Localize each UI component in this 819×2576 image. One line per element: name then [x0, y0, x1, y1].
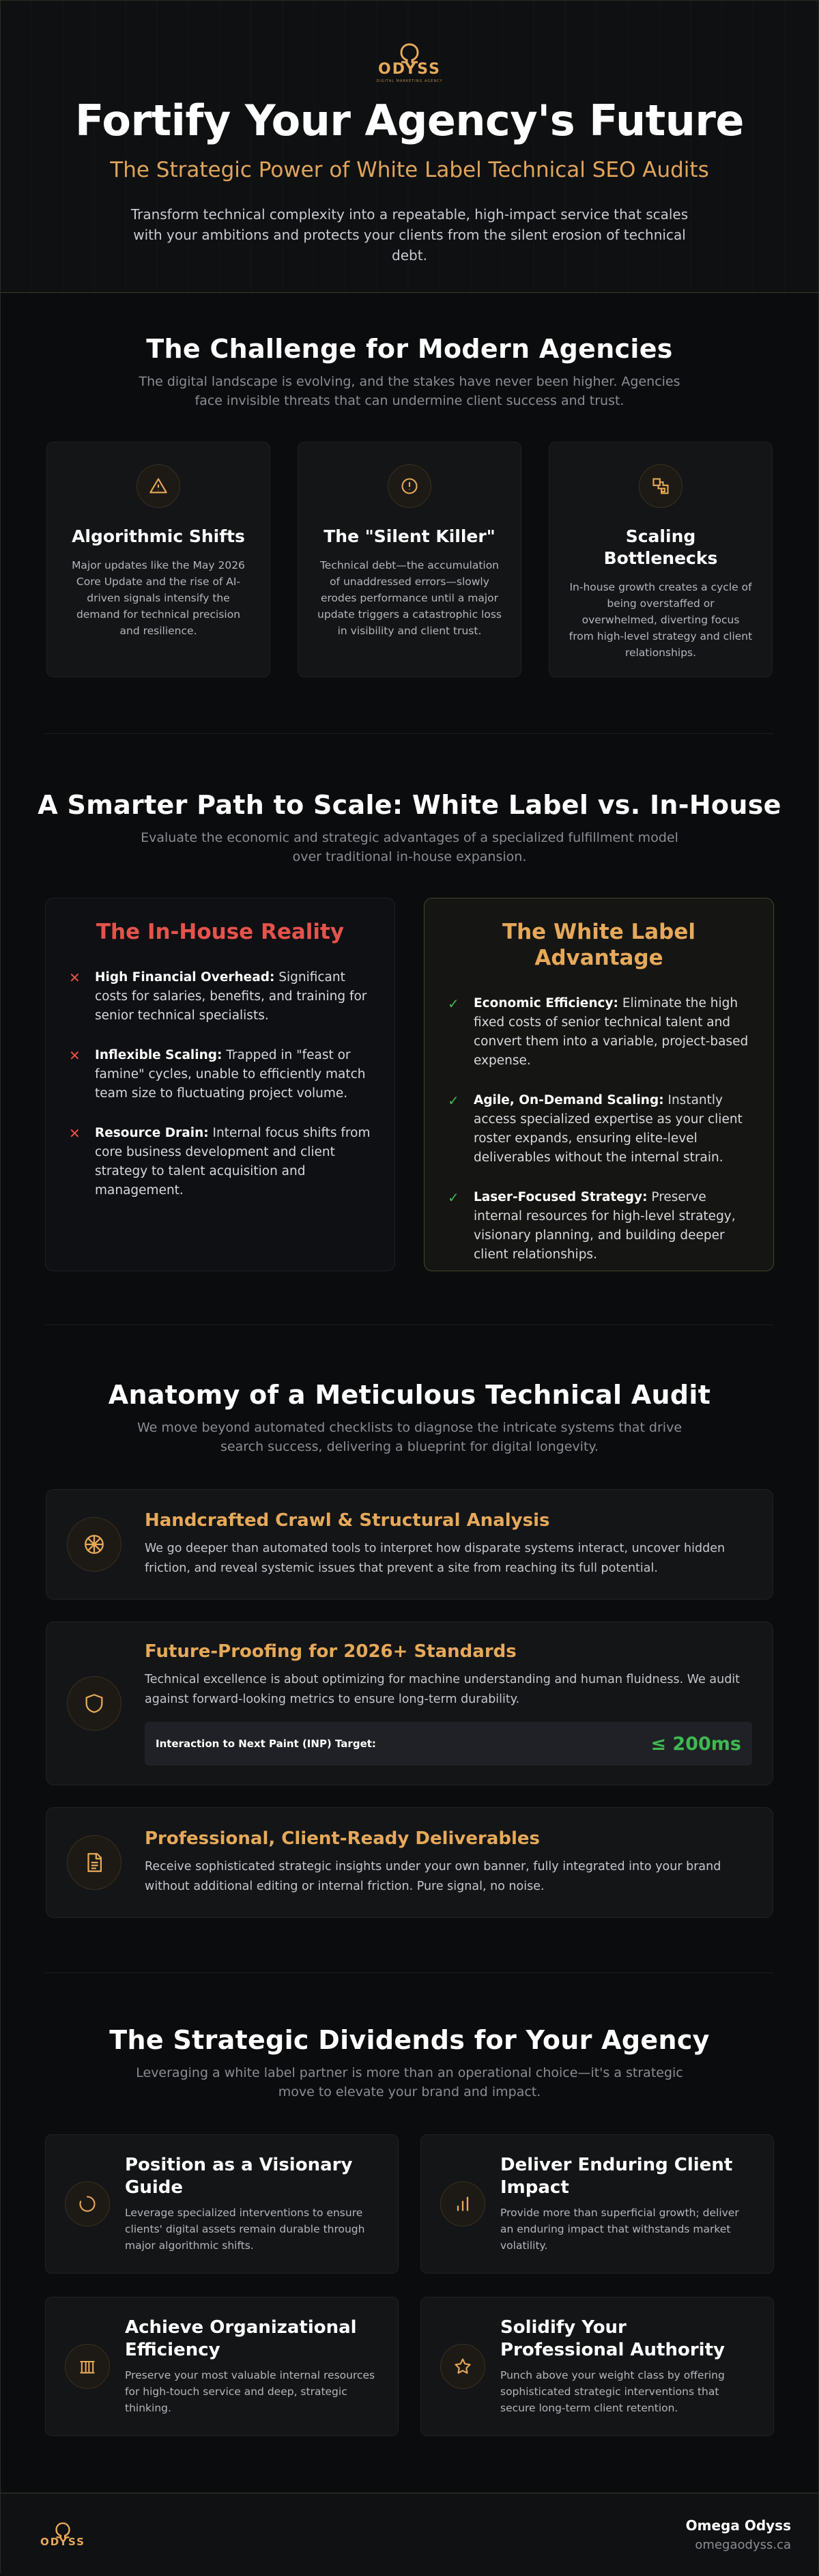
challenge-subtitle: The digital landscape is evolving, and the stakes have never been higher. Agencies face invisible threats that can undermine client success and trust.	[139, 374, 680, 408]
list-item	[448, 1188, 750, 1264]
columns-icon	[65, 2344, 110, 2389]
dividend-card	[45, 2297, 399, 2436]
item-label: Agile, On-Demand Scaling:	[474, 1093, 664, 1107]
card-text: Major updates like the May 2026 Core Update and the rise of AI-driven signals intensify the demand for technical precision and resilience.	[72, 559, 245, 637]
logo-text: ODYSS	[378, 61, 441, 78]
logo-tagline: DIGITAL MARKETING AGENCY	[376, 79, 443, 83]
dividend-card	[420, 2297, 774, 2436]
logo	[1, 43, 818, 83]
anatomy-subtitle: We move beyond automated checklists to diagnose the intricate systems that drive search success, delivering a blueprint for digital longevity.	[136, 1420, 682, 1454]
item-text: Internal focus shifts from core business development and client strategy to talent acquisition and management.	[95, 1126, 371, 1198]
metric-value: ≤ 200ms	[650, 1733, 741, 1755]
item-text: Preserve internal resources for high-level strategy, visionary planning, and building deeper client relationships.	[474, 1190, 736, 1262]
inp-metric	[145, 1722, 752, 1766]
challenge-card	[46, 442, 270, 677]
blocks-icon	[639, 464, 682, 508]
check-icon: ✓	[448, 1092, 459, 1109]
footer-logo	[40, 2522, 85, 2548]
challenge-title: The Challenge for Modern Agencies	[146, 334, 673, 364]
check-icon: ✓	[448, 995, 459, 1012]
x-icon: ✕	[69, 969, 81, 986]
list-item	[69, 1124, 371, 1200]
x-icon: ✕	[69, 1047, 81, 1064]
card-title: Solidify Your Professional Authority	[500, 2317, 725, 2360]
logo-text: ODYSS	[40, 2535, 85, 2548]
audit-feature-row	[46, 1807, 773, 1918]
metric-label: Interaction to Next Paint (INP) Target:	[156, 1738, 376, 1750]
anatomy-title: Anatomy of a Meticulous Technical Audit	[108, 1380, 711, 1410]
whitelabel-column	[424, 898, 774, 1271]
feature-title: Professional, Client-Ready Deliverables	[145, 1828, 541, 1849]
card-title: Position as a Visionary Guide	[125, 2155, 353, 2198]
item-text: Significant costs for salaries, benefits, and training for senior technical specialists.	[95, 970, 367, 1023]
list-item	[448, 994, 750, 1071]
hero	[1, 1, 818, 293]
challenge-section	[1, 293, 818, 733]
item-label: Economic Efficiency:	[474, 996, 618, 1010]
feature-title: Handcrafted Crawl & Structural Analysis	[145, 1510, 550, 1531]
feature-text: We go deeper than automated tools to interpret how disparate systems interact, uncover hidden friction, and reveal systemic issues that prevent a site from reaching its full potential.	[145, 1542, 725, 1575]
inhouse-title: The In-House Reality	[96, 920, 345, 944]
feature-text: Receive sophisticated strategic insights under your own banner, fully integrated into your brand without additional editing or internal friction. Pure signal, no noise.	[145, 1860, 721, 1893]
aperture-icon	[67, 1517, 121, 1572]
whitelabel-title: The White Label Advantage	[502, 920, 696, 970]
shield-icon	[67, 1676, 121, 1731]
document-icon	[67, 1835, 121, 1890]
card-title: Achieve Organizational Efficiency	[125, 2317, 357, 2360]
check-icon: ✓	[448, 1189, 459, 1206]
card-text: Provide more than superficial growth; deliver an enduring impact that withstands market volatility.	[500, 2207, 739, 2252]
feature-title: Future-Proofing for 2026+ Standards	[145, 1641, 517, 1662]
brand-url[interactable]: omegaodyss.ca	[695, 2538, 791, 2552]
card-title: Deliver Enduring Client Impact	[500, 2155, 733, 2198]
alert-circle-icon	[388, 464, 431, 508]
item-text: Eliminate the high fixed costs of senior technical talent and convert them into a variable, project-based expense.	[474, 996, 749, 1068]
hero-text: Transform technical complexity into a repeatable, high-impact service that scales with your ambitions and protects your clients from the silent erosion of technical debt.	[130, 206, 689, 264]
star-icon	[440, 2344, 485, 2389]
loader-icon	[65, 2181, 110, 2226]
x-icon: ✕	[69, 1125, 81, 1142]
anatomy-section	[1, 1325, 818, 1972]
bar-chart-icon	[440, 2181, 485, 2226]
brand-name: Omega Odyss	[685, 2517, 791, 2534]
audit-feature-row	[46, 1622, 773, 1785]
warning-icon	[136, 464, 180, 508]
comparison-subtitle: Evaluate the economic and strategic advantages of a specialized fulfillment model over traditional in-house expansion.	[141, 830, 678, 864]
comparison-title: A Smarter Path to Scale: White Label vs. In-House	[38, 790, 781, 820]
item-text: Instantly access specialized expertise as your client roster expands, ensuring elite-level deliverables without the internal strain.	[474, 1093, 743, 1165]
card-title: Algorithmic Shifts	[72, 526, 245, 546]
item-label: Inflexible Scaling:	[95, 1048, 222, 1062]
hero-title: Fortify Your Agency's Future	[75, 96, 744, 145]
item-text: Trapped in "feast or famine" cycles, unable to efficiently match team size to fluctuating project volume.	[95, 1048, 366, 1101]
card-text: Preserve your most valuable internal resources for high-touch service and deep, strategic thinking.	[125, 2369, 375, 2414]
dividend-card	[420, 2134, 774, 2274]
inhouse-column	[45, 898, 395, 1271]
list-item	[69, 1046, 371, 1103]
dividends-section	[1, 1973, 818, 2493]
hero-subtitle: The Strategic Power of White Label Technical SEO Audits	[110, 158, 709, 182]
dividends-subtitle: Leveraging a white label partner is more than an operational choice—it's a strategic move to elevate your brand and impact.	[136, 2065, 683, 2099]
dividend-card	[45, 2134, 399, 2274]
card-title: Scaling Bottlenecks	[603, 526, 718, 568]
item-label: High Financial Overhead:	[95, 970, 275, 985]
comparison-section	[1, 734, 818, 1325]
list-item	[448, 1091, 750, 1167]
audit-feature-row	[46, 1489, 773, 1600]
card-text: Leverage specialized interventions to ensure clients' digital assets remain durable through major algorithmic shifts.	[125, 2207, 365, 2252]
card-text: Punch above your weight class by offering sophisticated strategic interventions that secure long-term client retention.	[500, 2369, 725, 2414]
item-label: Resource Drain:	[95, 1126, 209, 1140]
challenge-card	[549, 442, 773, 677]
dividends-title: The Strategic Dividends for Your Agency	[109, 2025, 710, 2055]
list-item	[69, 968, 371, 1025]
card-title: The "Silent Killer"	[324, 526, 495, 546]
card-text: In-house growth creates a cycle of being overstaffed or overwhelmed, diverting focus from high-level strategy and client relationships.	[569, 581, 753, 659]
challenge-card	[298, 442, 521, 677]
card-text: Technical debt—the accumulation of unaddressed errors—slowly erodes performance until a major update triggers a catastrophic loss in visibility and client trust.	[317, 559, 502, 637]
footer-brand	[686, 2517, 791, 2552]
item-label: Laser-Focused Strategy:	[474, 1190, 648, 1204]
feature-text: Technical excellence is about optimizing for machine understanding and human fluidness. We audit against forward-looking metrics to ensure long-term durability.	[145, 1673, 741, 1706]
footer	[1, 2493, 818, 2576]
